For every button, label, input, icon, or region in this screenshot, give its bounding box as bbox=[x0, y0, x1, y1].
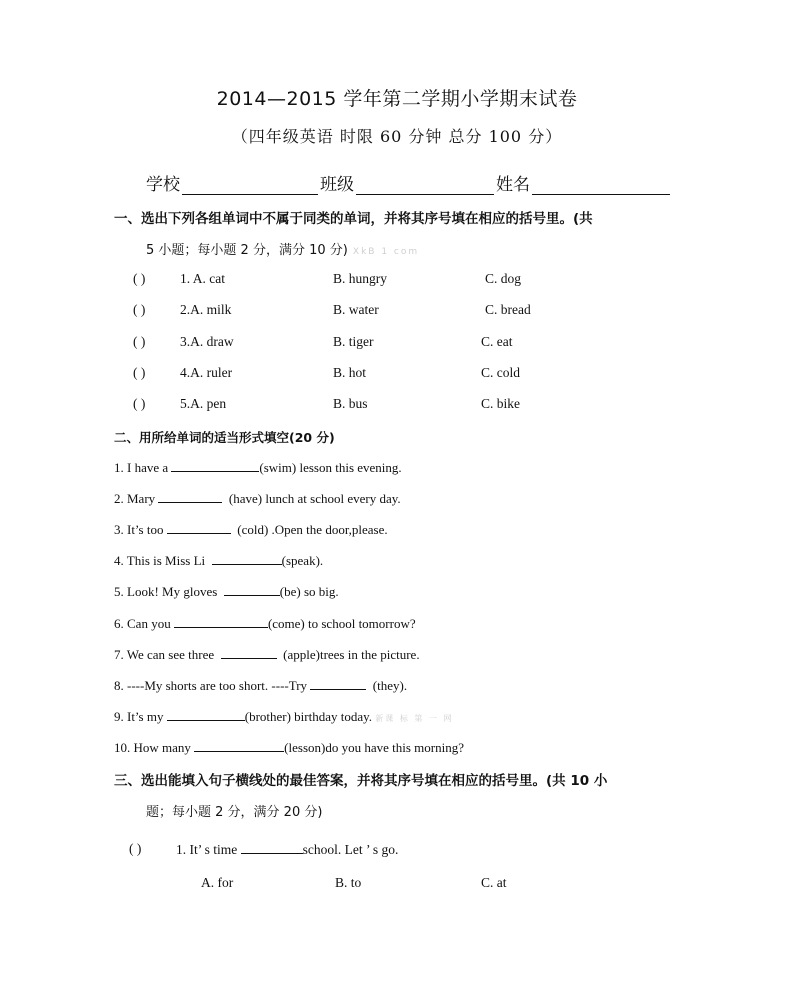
answer-blank[interactable] bbox=[158, 490, 222, 503]
option-c: C. bike bbox=[481, 396, 520, 411]
option-b: B. water bbox=[333, 302, 379, 317]
fill-item: 9. It’s my (brother) birthday today. 新课 标 第 一 网 bbox=[114, 709, 454, 724]
answer-paren[interactable]: ( ) bbox=[133, 365, 146, 380]
answer-blank[interactable] bbox=[167, 521, 231, 534]
answer-blank[interactable] bbox=[171, 459, 259, 472]
fill-item: 4. This is Miss Li (speak). bbox=[114, 553, 324, 568]
option-c: C. dog bbox=[485, 271, 522, 286]
section1-heading: 一、选出下列各组单词中不属于同类的单词，并将其序号填在相应的括号里。(共 bbox=[114, 211, 593, 227]
answer-blank[interactable] bbox=[224, 583, 280, 596]
answer-paren[interactable]: ( ) bbox=[133, 334, 146, 349]
option-a: A. for bbox=[201, 875, 234, 890]
fill-item: 10. How many (lesson)do you have this morning? bbox=[114, 740, 464, 755]
question-stem: 3.A. draw bbox=[180, 334, 234, 349]
question-stem: 5.A. pen bbox=[180, 396, 227, 411]
fill-item: 5. Look! My gloves (be) so big. bbox=[114, 584, 339, 599]
fill-item: 6. Can you (come) to school tomorrow? bbox=[114, 616, 416, 631]
answer-blank[interactable] bbox=[174, 615, 268, 628]
watermark-text: XkB 1 com bbox=[352, 247, 420, 257]
fill-item: 1. I have a (swim) lesson this evening. bbox=[114, 460, 402, 475]
exam-subtitle: （四年级英语 时限 60 分钟 总分 100 分） bbox=[231, 127, 563, 146]
question-stem: 1. A. cat bbox=[180, 271, 225, 286]
section3-heading-cont: 题；每小题 2 分，满分 20 分) bbox=[146, 805, 323, 820]
section3-heading: 三、选出能填入句子横线处的最佳答案，并将其序号填在相应的括号里。(共 10 小 bbox=[114, 773, 608, 789]
answer-blank[interactable] bbox=[241, 841, 303, 854]
name-blank[interactable] bbox=[532, 176, 670, 195]
school-label: 学校 bbox=[146, 175, 180, 195]
question-stem: 2.A. milk bbox=[180, 302, 232, 317]
option-c: C. eat bbox=[481, 334, 513, 349]
section1-note: 5 小题；每小题 2 分，满分 10 分) bbox=[146, 243, 348, 258]
answer-blank[interactable] bbox=[221, 646, 277, 659]
fill-item: 2. Mary (have) lunch at school every day. bbox=[114, 491, 401, 506]
class-label: 班级 bbox=[320, 175, 354, 195]
option-c: C. bread bbox=[485, 302, 531, 317]
class-blank[interactable] bbox=[356, 176, 494, 195]
answer-blank[interactable] bbox=[212, 552, 282, 565]
option-c: C. cold bbox=[481, 365, 520, 380]
fill-item: 7. We can see three (apple)trees in the picture. bbox=[114, 647, 420, 662]
option-b: B. bus bbox=[333, 396, 368, 411]
student-info-line bbox=[146, 170, 672, 195]
answer-paren[interactable]: ( ) bbox=[133, 302, 146, 317]
answer-blank[interactable] bbox=[310, 677, 366, 690]
question-stem: 1. It’ s time school. Let ’ s go. bbox=[176, 842, 399, 857]
page-title: 2014—2015 学年第二学期小学期末试卷 bbox=[216, 88, 578, 110]
answer-paren[interactable]: ( ) bbox=[133, 271, 146, 286]
option-b: B. tiger bbox=[333, 334, 374, 349]
watermark-text: 新课 标 第 一 网 bbox=[375, 714, 454, 723]
answer-paren[interactable]: ( ) bbox=[129, 841, 142, 856]
section1-heading-cont bbox=[146, 239, 419, 258]
option-b: B. to bbox=[335, 875, 362, 890]
answer-paren[interactable]: ( ) bbox=[133, 396, 146, 411]
school-blank[interactable] bbox=[182, 176, 318, 195]
question-stem: 4.A. ruler bbox=[180, 365, 233, 380]
fill-item: 8. ----My shorts are too short. ----Try (they). bbox=[114, 678, 408, 693]
section2-heading: 二、用所给单词的适当形式填空(20 分) bbox=[114, 430, 335, 445]
fill-item: 3. It’s too (cold) .Open the door,please. bbox=[114, 522, 388, 537]
option-b: B. hot bbox=[333, 365, 367, 380]
option-c: C. at bbox=[481, 875, 507, 890]
answer-blank[interactable] bbox=[194, 739, 284, 752]
name-label: 姓名 bbox=[496, 175, 530, 195]
answer-blank[interactable] bbox=[167, 708, 245, 721]
option-b: B. hungry bbox=[333, 271, 387, 286]
